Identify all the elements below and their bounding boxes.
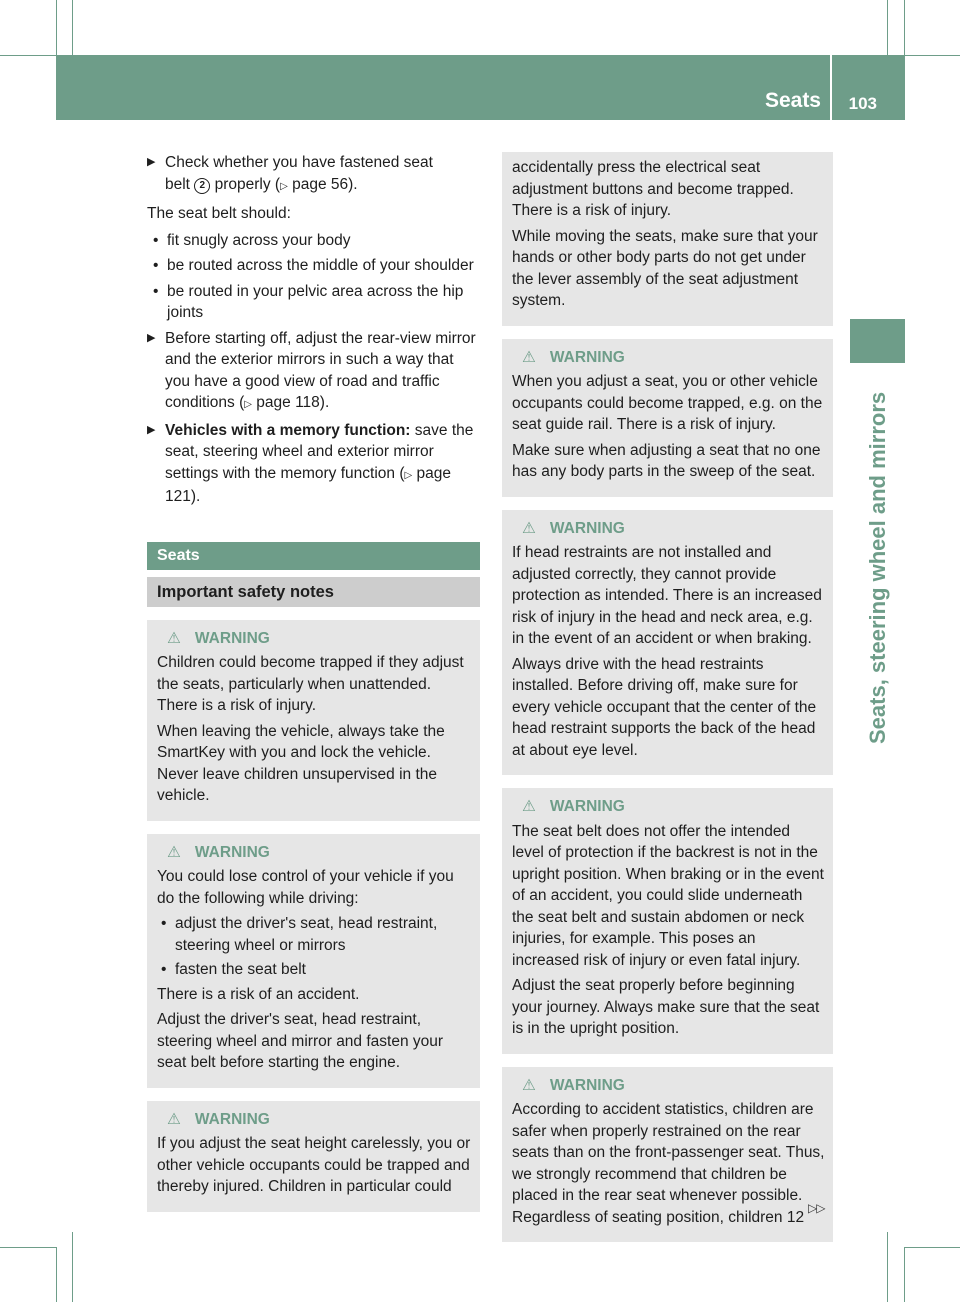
crop-mark — [905, 1247, 960, 1248]
section-heading: Seats — [147, 542, 480, 570]
subsection-heading: Important safety notes — [147, 577, 480, 607]
crop-mark — [905, 55, 960, 56]
side-tab-label: Seats, steering wheel and mirrors — [865, 391, 890, 744]
bullet-icon: • — [153, 231, 159, 249]
continued-icon: ▷▷ — [808, 1201, 825, 1215]
warning-title: ⚠ WARNING — [167, 843, 270, 861]
page-ref-icon: ▷ — [280, 180, 288, 192]
warning-title: ⚠ WARNING — [167, 1110, 270, 1128]
warning-title: ⚠ WARNING — [522, 798, 625, 815]
warning-box: ⚠ WARNING Children could become trapped if they adjust the seats, particularly when unattended. There is a risk of injury. When leaving the vehicle, always take the SmartKey with you and lock the vehicle. Never leave children unsupervised in the vehicle. — [147, 620, 480, 821]
warning-box: ⚠ WARNING If head restraints are not installed and adjusted correctly, they cannot provide protection as intended. There is an increased risk of injury in the head and neck area, e.g. in the event of an accident or when braking. Always drive with the head restraints installed. Before driving off, make sure for every vehicle occupant that the center of the head restraint supports the back of the head at about eye level. — [502, 510, 833, 776]
header-separator — [830, 55, 832, 120]
warning-title: ⚠ WARNING — [522, 348, 625, 366]
arrow-icon: ▶ — [147, 331, 156, 344]
warning-box: ⚠ WARNING When you adjust a seat, you or other vehicle occupants could become trapped, e.g. on the seat guide rail. There is a risk of injury. Make sure when adjusting a seat that no one has any body parts in the sweep of the seat. — [502, 339, 833, 497]
warning-icon: ⚠ — [522, 519, 536, 537]
crop-mark — [56, 1247, 57, 1302]
bullet-item: • fit snugly across your body — [149, 230, 480, 252]
arrow-icon: ▶ — [147, 156, 156, 168]
warning-icon: ⚠ — [522, 798, 536, 815]
warning-icon: ⚠ — [167, 1110, 181, 1128]
warning-title: ⚠ WARNING — [522, 519, 625, 537]
page-ref-link[interactable]: page 56). — [292, 175, 358, 193]
page-header — [56, 55, 905, 120]
crop-mark — [72, 1232, 73, 1302]
crop-mark — [0, 1247, 56, 1248]
page-ref-icon: ▷ — [244, 399, 252, 410]
instruction-step: ▶ Vehicles with a memory function: save the seat, steering wheel and exterior mirror settings with the memory function (▷ page 121). — [147, 421, 474, 505]
bullet-icon: • — [161, 915, 167, 932]
right-column — [502, 152, 833, 1242]
warning-box: ⚠ WARNING According to accident statistics, children are safer when properly restrained on the rear seats than on the front-passenger seat. Thus, we strongly recommend that children be placed in the rear seat whenever possible. Regardless of seating position, children 12 — [502, 1067, 833, 1243]
instruction-step: ▶ Before starting off, adjust the rear-view mirror and the exterior mirrors in such a way that you have a good view of road and traffic conditions (▷ page 118). — [147, 329, 476, 411]
warning-icon: ⚠ — [522, 1076, 536, 1094]
crop-mark — [904, 1247, 905, 1302]
bullet-item: • fasten the seat belt — [157, 959, 472, 981]
bullet-item: • be routed across the middle of your shoulder — [149, 255, 480, 277]
page-ref-icon: ▷ — [404, 469, 413, 481]
header-title: Seats — [764, 89, 821, 112]
arrow-icon: ▶ — [147, 423, 156, 436]
bullet-icon: • — [153, 257, 159, 274]
crop-mark — [0, 55, 56, 56]
warning-icon: ⚠ — [167, 629, 181, 647]
paragraph: The seat belt should: — [147, 205, 291, 222]
instruction-step: ▶ Check whether you have fastened seat belt 2 properly (▷ page 56). — [147, 154, 433, 193]
page-number: 103 — [848, 94, 877, 113]
warning-box-continued: accidentally press the electrical seat adjustment buttons and become trapped. There is a risk of injury. While moving the seats, make sure that your hands or other body parts do not get under the lever assembly of the seat adjustment system. — [502, 152, 833, 326]
page-ref-link[interactable]: page 121). — [165, 464, 451, 505]
left-column — [147, 152, 480, 1212]
warning-icon: ⚠ — [522, 348, 536, 366]
warning-box: ⚠ WARNING The seat belt does not offer the intended level of protection if the backrest is not in the upright position. When braking or in the event of an accident, you could slide underneath the seat belt and sustain abdomen or neck injuries, for example. This poses an increased risk of injury or even fatal injury. Adjust the seat properly before beginning your journey. Always make sure that the seat is in the upright position. — [502, 788, 833, 1054]
crop-mark — [56, 0, 57, 55]
warning-icon: ⚠ — [167, 843, 181, 861]
page-ref-link[interactable]: page 118). — [256, 394, 330, 411]
bullet-item: • adjust the driver's seat, head restraint, steering wheel or mirrors — [161, 915, 438, 954]
bullet-item: • be routed in your pelvic area across the hip joints — [153, 282, 464, 321]
crop-mark — [904, 0, 905, 55]
bullet-icon: • — [161, 961, 167, 978]
callout-number: 2 — [194, 178, 210, 194]
warning-box: ⚠ WARNING If you adjust the seat height carelessly, you or other vehicle occupants could be trapped and thereby injured. Children in particular could — [147, 1101, 480, 1212]
crop-mark — [887, 1232, 888, 1302]
bullet-icon: • — [153, 282, 159, 300]
warning-title: ⚠ WARNING — [522, 1076, 625, 1094]
crop-mark — [72, 0, 73, 55]
warning-title: ⚠ WARNING — [167, 629, 270, 647]
crop-mark — [887, 0, 888, 55]
warning-box: ⚠ WARNING You could lose control of your vehicle if you do the following while driving: • adjust the driver's seat, head restraint, steering wheel or mirrors • fasten the seat belt There is a risk of an accident. Adjust the driver's seat, head restraint, steering wheel and mirror and fasten your seat belt before starting the engine. — [147, 834, 480, 1088]
